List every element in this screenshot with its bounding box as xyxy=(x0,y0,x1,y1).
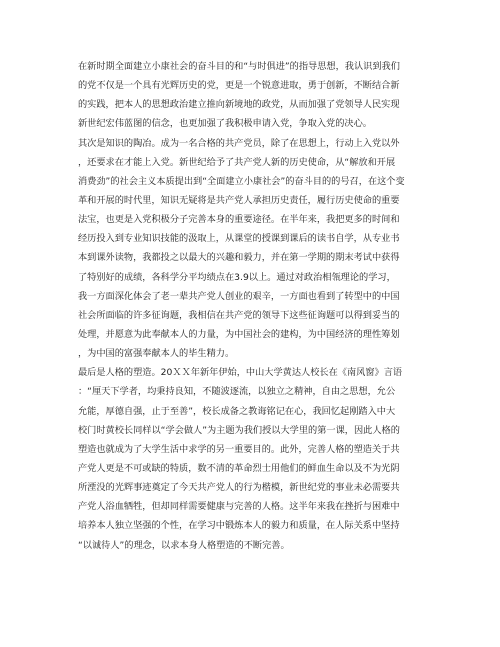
text-line: 在新时期全面建立小康社会的奋斗目的和“与时俱进”的指导思想，我认识到我们 xyxy=(78,61,400,72)
text-line: 革和开展的时代里，知识无疑将是共产党人承担历史责任，履行历史使命的重要 xyxy=(78,194,400,206)
text-line: 法宝，也更是入党积极分子完善本身的重要途径。在半年来，我把更多的时间和 xyxy=(78,214,400,226)
text-line: 产党人更是不可或缺的特质，数不清的革命烈士用他们的鲜血生命以及不为光阴 xyxy=(78,462,400,474)
text-line: 其次是知识的陶冶。成为一名合格的共产党员，除了在思想上，行动上入党以外 xyxy=(78,137,400,149)
text-line: 经历投入到专业知识技能的汲取上，从课堂的授课到课后的读书自学，从专业书 xyxy=(78,233,400,245)
text-line: ，为中国的富强奉献本人的毕生精力。 xyxy=(78,348,235,360)
text-line: 了特别好的成绩，各科学分平均绩点在3.9以上。通过对政治相瓴理论的学习， xyxy=(78,271,396,283)
text-line: 消费劲”的社会主义本质提出到“全面建立小康社会”的奋斗目的的号召，在这个变 xyxy=(78,175,405,187)
text-line: 的实践，把本人的思想政治建立推向新境地的政党，从而加强了党领导人民实现 xyxy=(78,99,400,111)
text-line: 社会所面临的许多征询题，我相信在共产党的领导下这些征询题可以得到妥当的 xyxy=(78,309,400,321)
text-line: 的党不仅是一个具有光辉历史的党，更是一个锐意进取，勇于创新，不断结合新 xyxy=(78,80,400,92)
document-body xyxy=(78,57,430,555)
text-line: 塑造也就成为了大学生活中求学的另一重要目的。此外，完善人格的塑造关于共 xyxy=(78,443,400,455)
text-line: 培养本人独立坚强的个性，在学习中锻炼本人的毅力和质量，在人际关系中坚持 xyxy=(78,520,400,532)
text-line: 新世纪宏伟蓝图的信念，也更加强了我积极申请入党，争取入党的决心。 xyxy=(78,118,372,130)
text-line: 校门时黄校长同样以“学会做人”为主题为我们授以大学里的第一课，因此人格的 xyxy=(78,424,400,436)
text-line: 产党人浴血牺牲，但却同样需要健康与完善的人格。这半年来我在挫折与困难中 xyxy=(78,501,400,513)
text-line: 本到课外读物，我都投之以最大的兴趣和毅力，并在第一学期的期末考试中获得 xyxy=(78,252,400,264)
text-line: 我一方面深化体会了老一辈共产党人创业的艰辛，一方面也看到了转型中的中国 xyxy=(78,290,400,302)
text-line: 处理，并愿意为此奉献本人的力量，为中国社会的建构，为中国经济的理性筹划 xyxy=(78,328,400,340)
text-line: “以诚待人”的理念，以求本身人格塑造的不断完善。 xyxy=(78,539,290,551)
text-line: 最后是人格的塑造。20ＸＸ年新年伊始，中山大学黄达人校长在《南风窗》言语 xyxy=(78,367,403,379)
text-line: 允能，厚德自强，止于至善”，校长成备之教诲铭记在心，我回忆起刚踏入中大 xyxy=(78,405,396,417)
text-line: ，还要求在才能上入党。新世纪给予了共产党人新的历史使命，从“解放和开展 xyxy=(78,156,396,168)
text-line: 所湮没的光辉事迹奠定了今天共产党人的行为楷模，新世纪党的事业未必需要共 xyxy=(78,482,400,494)
text-line: ：“厘天下学者，均秉持良知，不随波逐流，以独立之精神，自由之思想，允公 xyxy=(78,386,396,398)
